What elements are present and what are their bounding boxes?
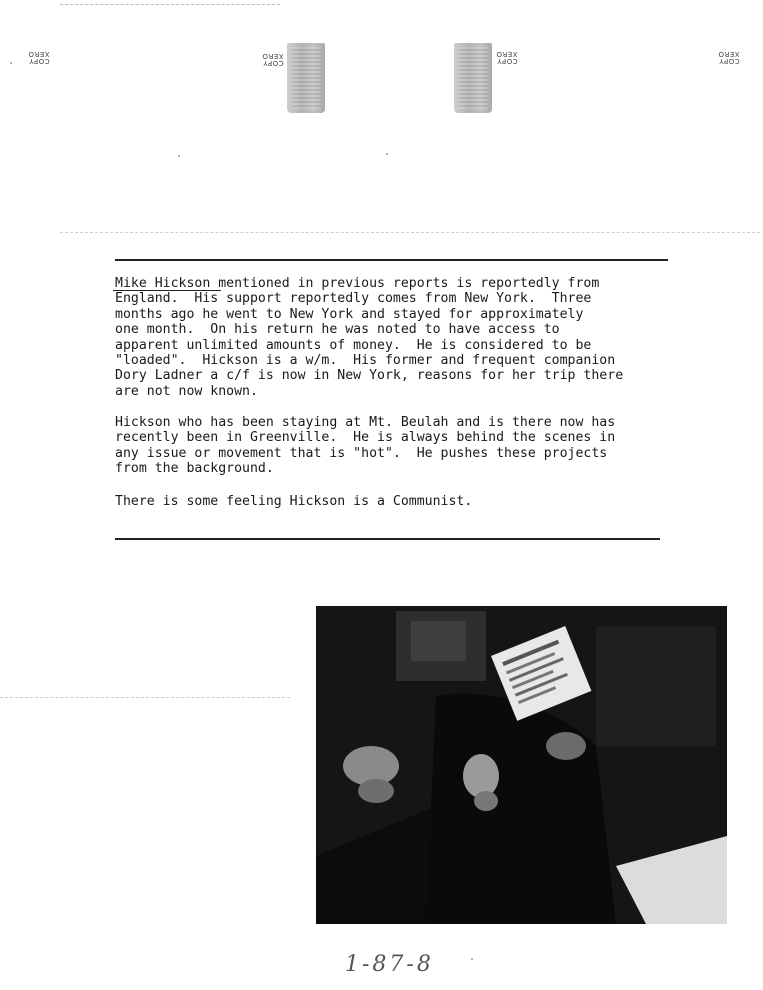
text-line: Dory Ladner a c/f is now in New York, reasons for her trip there	[115, 368, 624, 384]
text-line: "loaded". Hickson is a w/m. His former and frequent companion	[115, 353, 616, 369]
stamp-line: XERO	[262, 52, 284, 60]
scan-artifact-line	[60, 4, 280, 5]
name-underline	[113, 290, 221, 291]
scan-speck	[178, 155, 180, 157]
text-line: one month. On his return he was noted to have access to	[115, 322, 560, 338]
stamp-line: COPY	[496, 57, 518, 65]
stamp-line: COPY	[718, 57, 740, 65]
stamp-line: COPY	[262, 59, 284, 67]
text-line: England. His support reportedly comes from New York. Three	[115, 291, 592, 307]
text-line: are not now known.	[115, 383, 258, 399]
scan-artifact-line	[0, 697, 290, 698]
handwritten-page-number: 1-87-8	[345, 952, 434, 977]
binder-clip-shadow	[287, 43, 325, 113]
text-line: apparent unlimited amounts of money. He is considered to be	[115, 337, 592, 353]
report-paragraph-2	[115, 415, 675, 477]
top-separator-rule	[115, 259, 668, 261]
xerox-copy-stamp	[262, 52, 284, 66]
text-line: Mike Hickson mentioned in previous reports is reportedly from	[115, 276, 600, 291]
text-line: from the background.	[115, 461, 274, 477]
stamp-line: COPY	[28, 57, 50, 65]
text-line: months ago he went to New York and stayed for approximately	[115, 306, 584, 322]
stamp-line: XERO	[28, 50, 50, 58]
stamp-line: XERO	[496, 50, 518, 58]
scan-speck	[386, 153, 388, 155]
bottom-separator-rule	[115, 538, 660, 540]
scan-artifact-line	[60, 232, 760, 233]
xerox-copy-stamp	[718, 50, 740, 64]
scan-speck	[10, 62, 12, 64]
scan-speck	[471, 958, 473, 960]
report-paragraph-1	[115, 276, 675, 399]
text-line: Hickson who has been staying at Mt. Beulah and is there now has	[115, 415, 616, 430]
stamp-line: XERO	[718, 50, 740, 58]
text-line: There is some feeling Hickson is a Communist.	[115, 494, 473, 509]
text-line: any issue or movement that is "hot". He pushes these projects	[115, 445, 608, 461]
surveillance-photograph	[316, 606, 727, 924]
binder-clip-shadow	[454, 43, 492, 113]
photo-content	[316, 606, 727, 924]
xerox-copy-stamp	[496, 50, 518, 64]
report-paragraph-3	[115, 494, 675, 509]
text-line: recently been in Greenville. He is always behind the scenes in	[115, 430, 616, 446]
xerox-copy-stamp	[28, 50, 50, 64]
